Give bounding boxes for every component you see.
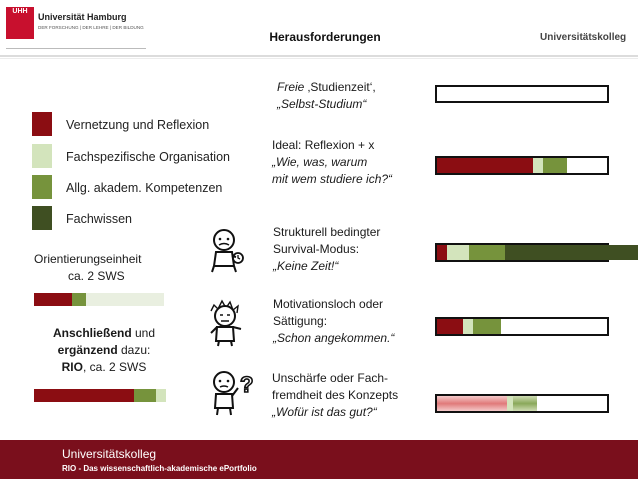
scenario-text-survival: Strukturell bedingter Survival-Modus: „Keine Zeit!“ bbox=[273, 225, 381, 273]
footer-subtitle: RIO - Das wissenschaftlich-akademische ePortfolio bbox=[62, 464, 257, 473]
bar-segment-vernetzung bbox=[437, 319, 463, 334]
scenario-bar-ideal bbox=[435, 156, 609, 175]
uhh-logo-tagline: DER FORSCHUNG | DER LEHRE | DER BILDUNG bbox=[38, 25, 144, 30]
legend-label-vernetzung: Vernetzung und Reflexion bbox=[66, 118, 210, 132]
scenario-text-unschaerfe: Unschärfe oder Fach- fremdheit des Konzepts „Wofür ist das gut?“ bbox=[272, 371, 399, 419]
rio-label: Anschließend und ergänzend dazu: RIO, ca. 2 SWS bbox=[52, 326, 156, 374]
uhh-logo-name: Universität Hamburg bbox=[38, 12, 127, 22]
legend-swatch-fachspezifisch bbox=[32, 144, 52, 168]
bar-segment-vernetzung bbox=[437, 158, 533, 173]
legend-label-fachspezifisch: Fachspezifische Organisation bbox=[66, 150, 230, 164]
bar-segment-fachwissen bbox=[505, 245, 638, 260]
bar-segment-vernetzung bbox=[34, 293, 72, 306]
header-divider bbox=[0, 55, 638, 57]
bar-segment-vernetzung bbox=[437, 245, 447, 260]
bar-segment-akadem bbox=[134, 389, 156, 402]
bar-segment-akadem bbox=[469, 245, 505, 260]
confused-figure-icon bbox=[206, 366, 254, 418]
orientierung-label: Orientierungseinheit ca. 2 SWS bbox=[34, 252, 142, 283]
brand-label: Universitätskolleg bbox=[540, 32, 627, 43]
scenario-bar-empty bbox=[435, 85, 609, 103]
orientierung-bar bbox=[34, 293, 164, 306]
scenario-bar-motivationsloch bbox=[435, 317, 609, 336]
scenario-text-freie-studienzeit: Freie ‚Studienzeit‘, „Selbst-Studium“ bbox=[277, 80, 376, 111]
bar-segment-fachspezifisch bbox=[463, 319, 473, 334]
bar-segment-akadem bbox=[473, 319, 501, 334]
slide-title: Herausforderungen bbox=[269, 30, 381, 44]
scenario-bar-unschaerfe bbox=[435, 394, 609, 413]
bar-segment-vernetzung bbox=[34, 389, 134, 402]
bar-segment-akadem bbox=[543, 158, 567, 173]
bar-segment-fachspezifisch bbox=[447, 245, 469, 260]
bar-segment-vernetzung-faded bbox=[437, 396, 507, 411]
svg-text:?: ? bbox=[240, 372, 254, 397]
scenario-text-ideal: Ideal: Reflexion + x „Wie, was, warum mit wem studiere ich?“ bbox=[272, 138, 393, 186]
uhh-logo-mark: UHH bbox=[6, 7, 34, 39]
bar-segment-akadem-faded bbox=[513, 396, 537, 411]
university-logo[interactable] bbox=[6, 4, 144, 50]
legend-swatch-fachwissen bbox=[32, 206, 52, 230]
scenario-bar-survival bbox=[437, 245, 638, 260]
stressed-figure-icon bbox=[206, 228, 246, 274]
bar-segment-akadem bbox=[72, 293, 86, 306]
legend-label-akadem: Allg. akadem. Kompetenzen bbox=[66, 181, 223, 195]
legend-swatch-vernetzung bbox=[32, 112, 52, 136]
bar-segment-fachspezifisch bbox=[533, 158, 543, 173]
bar-segment-empty bbox=[86, 293, 164, 306]
scenario-text-motivationsloch: Motivationsloch oder Sättigung: „Schon angekommen.“ bbox=[273, 297, 395, 345]
logo-divider bbox=[6, 48, 146, 49]
legend-swatch-akadem bbox=[32, 175, 52, 199]
rio-bar bbox=[34, 389, 166, 402]
header-divider-light bbox=[0, 58, 638, 59]
footer-title: Universitätskolleg bbox=[62, 447, 157, 461]
sleepy-figure-icon bbox=[205, 297, 249, 347]
legend-label-fachwissen: Fachwissen bbox=[66, 212, 132, 226]
bar-segment-fachspezifisch bbox=[156, 389, 166, 402]
